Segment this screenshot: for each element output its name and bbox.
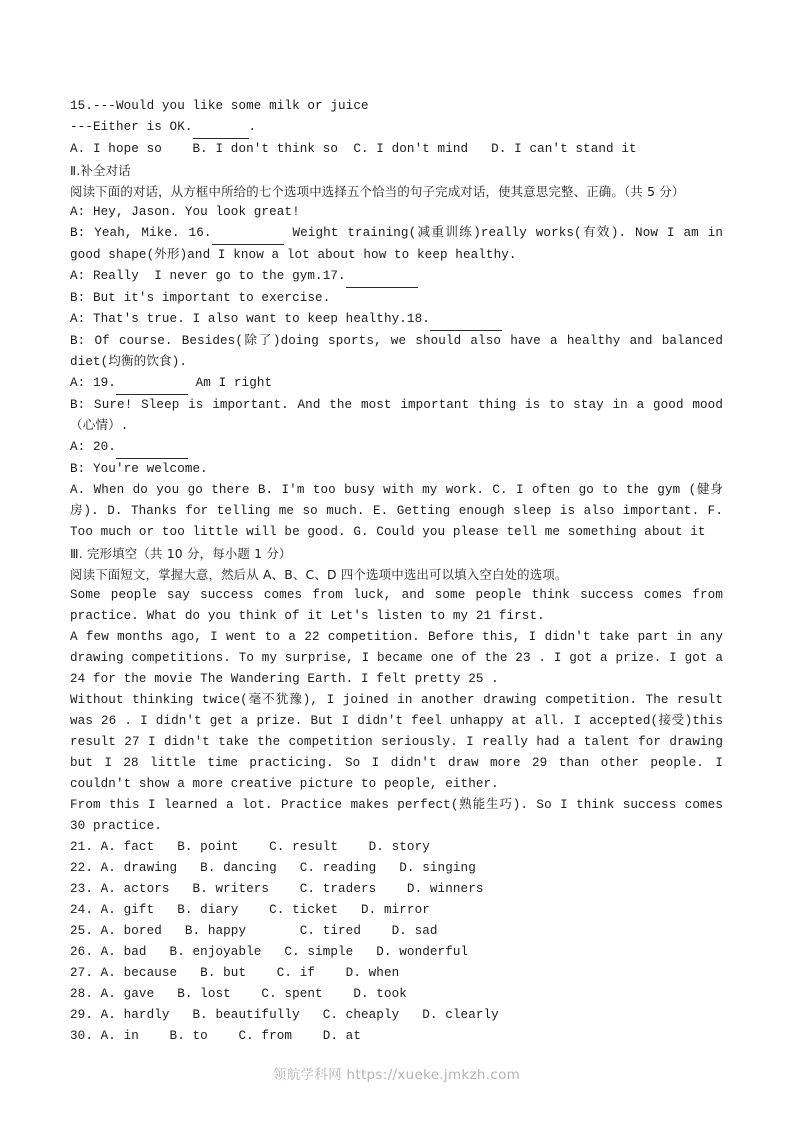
dialogue-line-b1-prefix: B: Yeah, Mike. 16. (70, 226, 212, 240)
answer-blank-18[interactable] (430, 309, 502, 331)
dialogue-line-a4 (70, 373, 723, 395)
dialogue-line-a1: A: Hey, Jason. You look great! (70, 205, 300, 219)
dialogue-line-a5-prefix: A: 20. (70, 440, 116, 454)
cloze-paragraph-4: From this I learned a lot. Practice makes perfect(熟能生巧). So I think success comes 30 practice. (70, 798, 723, 833)
dialogue-line-a2-prefix: A: Really I never go to the gym.17. (70, 269, 346, 283)
cloze-options-24: 24. A. gift B. diary C. ticket D. mirror (70, 903, 430, 917)
answer-blank-17[interactable] (346, 266, 418, 288)
dialogue-line-b3: B: Of course. Besides(除了)doing sports, we should also have a healthy and balanced diet(均衡的饮食). (70, 334, 723, 369)
answer-blank-19[interactable] (116, 373, 188, 395)
answer-blank-16[interactable] (212, 223, 284, 245)
question-15-response-suffix: . (248, 120, 257, 134)
dialogue-line-b4: B: Sure! Sleep is important. And the most important thing is to stay in a good mood （心情）. (70, 398, 723, 433)
cloze-options-29: 29. A. hardly B. beautifully C. cheaply D. clearly (70, 1008, 499, 1022)
footer-watermark: 领航学科网 https://xueke.jmkzh.com (272, 1067, 521, 1083)
document-body (70, 96, 723, 1047)
dialogue-line-a5 (70, 437, 723, 459)
cloze-options-21: 21. A. fact B. point C. result D. story (70, 840, 430, 854)
cloze-options-22: 22. A. drawing B. dancing C. reading D. singing (70, 861, 476, 875)
question-15-response (70, 117, 723, 139)
dialogue-line-b1-suffix: Weight training(减重训练)really works(有效). Now I am in good shape(外形)and I know a lot about how to keep healthy. (70, 226, 723, 262)
question-15-response-prefix: ---Either is OK. (70, 120, 193, 134)
cloze-options-27: 27. A. because B. but C. if D. when (70, 966, 400, 980)
answer-blank-20[interactable] (116, 437, 188, 459)
cloze-options-30: 30. A. in B. to C. from D. at (70, 1029, 361, 1043)
cloze-paragraph-2: A few months ago, I went to a 22 competition. Before this, I didn't take part in any drawing competitions. To my surprise, I became one of the 23 . I got a prize. I got a 24 for the movie The Wandering Earth. I felt pretty 25 . (70, 630, 723, 686)
cloze-options-23: 23. A. actors B. writers C. traders D. winners (70, 882, 484, 896)
dialogue-choice-bank: A. When do you go there B. I'm too busy with my work. C. I often go to the gym (健身房). D. Thanks for telling me so much. E. Getting enough sleep is also important. F. Too much or too little will be good. G. Could you please tell me something about it (70, 483, 723, 539)
cloze-paragraph-3: Without thinking twice(毫不犹豫), I joined in another drawing competition. The result was 26 . I didn't get a prize. But I didn't feel unhappy at all. I accepted(接受)this result 27 I didn't take the competition seriously. I really had a talent for drawing but I 28 little time practicing. So I didn't draw more 29 than other people. I couldn't show a more creative picture to people, either. (70, 693, 723, 791)
dialogue-line-b5: B: You're welcome. (70, 462, 208, 476)
cloze-options-25: 25. A. bored B. happy C. tired D. sad (70, 924, 438, 938)
cloze-options-26: 26. A. bad B. enjoyable C. simple D. wonderful (70, 945, 469, 959)
dialogue-line-a4-prefix: A: 19. (70, 376, 116, 390)
section-2-instruction: 阅读下面的对话，从方框中所给的七个选项中选择五个恰当的句子完成对话，使其意思完整、正确。（共 5 分） (70, 184, 685, 199)
dialogue-line-a4-suffix: Am I right (187, 376, 273, 390)
question-15-stem: 15.---Would you like some milk or juice (70, 99, 369, 113)
dialogue-line-a2 (70, 266, 723, 288)
dialogue-line-b1 (70, 223, 723, 266)
section-3-heading: Ⅲ. 完形填空（共 10 分，每小题 1 分） (70, 546, 292, 561)
dialogue-line-a3-prefix: A: That's true. I also want to keep healthy.18. (70, 312, 430, 326)
answer-blank-15[interactable] (193, 117, 249, 139)
cloze-options-28: 28. A. gave B. lost C. spent D. took (70, 987, 407, 1001)
section-2-heading: Ⅱ.补全对话 (70, 163, 131, 178)
cloze-paragraph-1: Some people say success comes from luck, and some people think success comes from practice. What do you think of it Let's listen to my 21 first. (70, 588, 723, 623)
dialogue-line-b2: B: But it's important to exercise. (70, 291, 331, 305)
question-15-options: A. I hope so B. I don't think so C. I don't mind D. I can't stand it (70, 142, 637, 156)
section-3-instruction: 阅读下面短文，掌握大意，然后从 A、B、C、D 四个选项中选出可以填入空白处的选项。 (70, 567, 568, 582)
dialogue-line-a3 (70, 309, 723, 331)
